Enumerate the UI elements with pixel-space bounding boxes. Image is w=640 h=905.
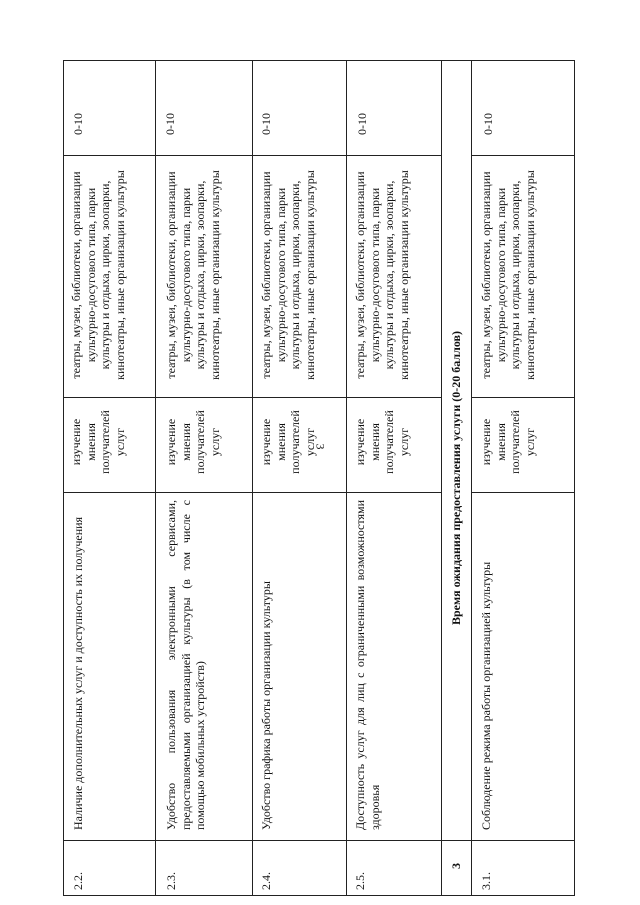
column-divider [471,397,575,398]
criterion-cell: Соблюдение режима работы организацией культуры [479,561,493,830]
score-cell: 0-10 [163,113,177,135]
method-cell: изучение мнения получателей услуг [69,410,127,474]
row-divider [252,60,253,896]
row-divider [346,60,347,896]
column-divider [471,492,575,493]
method-cell: изучение мнения получателей услуг [479,410,537,474]
criterion-cell: Доступность услуг для лиц с ограниченными возможностями здоровья [353,500,382,830]
method-cell: изучение мнения получателей услуг [353,410,411,474]
organizations-cell: театры, музеи, библиотеки, организации культурно-досугового типа, парки культуры и отдыха, цирки, зоопарки, кинотеатры, иные организации культуры [479,170,537,380]
page-number: 3 [313,443,328,450]
row-number-cell: 2.5. [353,872,367,890]
row-divider [155,60,156,896]
column-divider [63,492,441,493]
row-number-cell: 2.4. [259,872,273,890]
row-divider [441,60,442,896]
column-divider [63,397,441,398]
row-number-cell: 2.3. [164,872,178,890]
organizations-cell: театры, музеи, библиотеки, организации культурно-досугового типа, парки культуры и отдыха, цирки, зоопарки, кинотеатры, иные организации культуры [353,170,411,380]
organizations-cell: театры, музеи, библиотеки, организации культурно-досугового типа, парки культуры и отдыха, цирки, зоопарки, кинотеатры, иные организации культуры [164,170,222,380]
organizations-cell: театры, музеи, библиотеки, организации культурно-досугового типа, парки культуры и отдыха, цирки, зоопарки, кинотеатры, иные организации культуры [259,170,317,380]
score-cell: 0-10 [355,113,369,135]
method-cell: изучение мнения получателей услуг [259,410,317,474]
section-number: 3 [449,863,463,869]
row-divider [471,60,472,896]
criterion-cell: Удобство пользования электронными сервисами, предоставляемыми организацией культуры (в том числе с помощью мобильных устройств) [164,500,207,830]
method-cell: изучение мнения получателей услуг [164,410,222,474]
column-divider [471,155,575,156]
section-title: Время ожидания предоставления услуги (0-20 баллов) [449,330,463,626]
criterion-cell: Наличие дополнительных услуг и доступность их получения [71,516,85,830]
column-divider [63,155,441,156]
score-cell: 0-10 [481,113,495,135]
organizations-cell: театры, музеи, библиотеки, организации культурно-досугового типа, парки культуры и отдыха, цирки, зоопарки, кинотеатры, иные организации культуры [69,170,127,380]
column-divider [63,840,575,841]
score-cell: 0-10 [259,113,273,135]
score-cell: 0-10 [71,113,85,135]
row-number-cell: 2.2. [71,872,85,890]
criterion-cell: Удобство графика работы организации культуры [259,581,273,830]
row-number-cell: 3.1. [479,872,493,890]
document-table [63,60,575,896]
